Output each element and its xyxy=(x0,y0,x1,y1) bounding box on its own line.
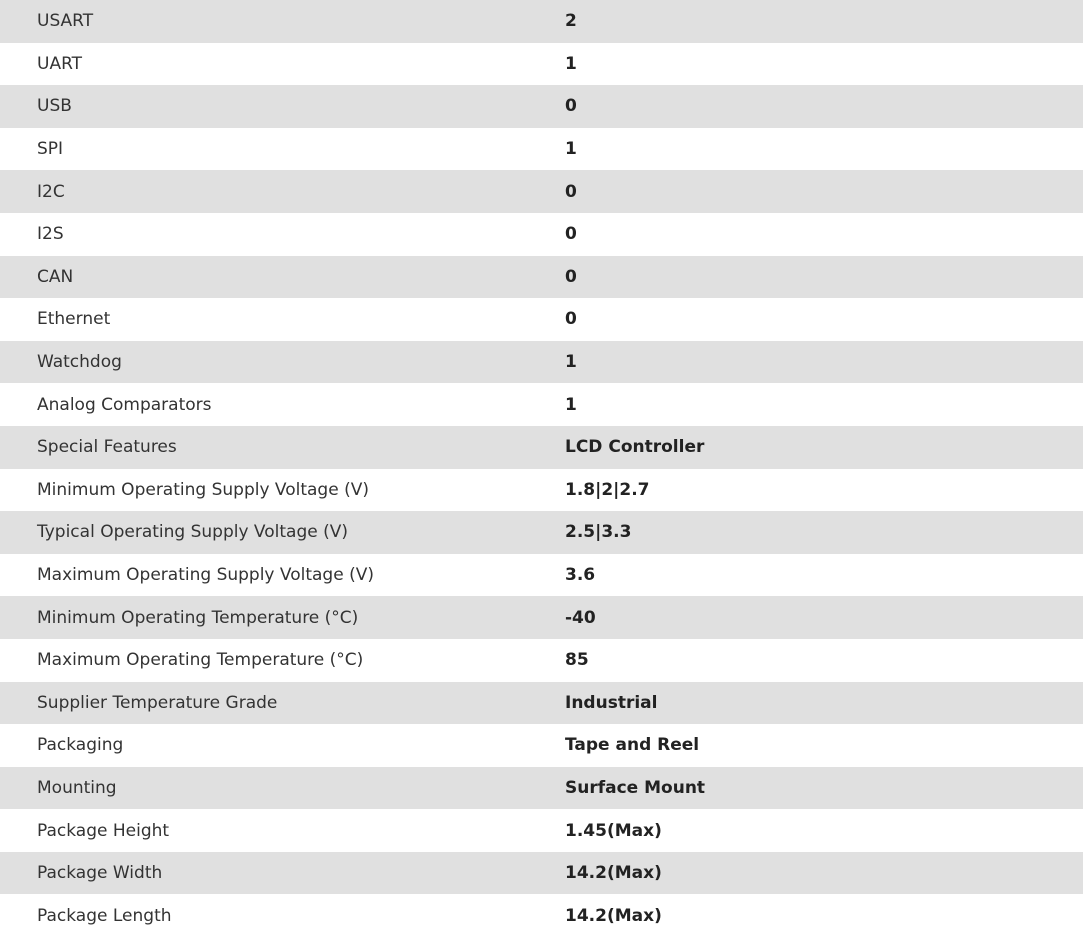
spec-value: 2.5|3.3 xyxy=(565,522,632,543)
spec-label: SPI xyxy=(37,139,64,160)
spec-value: 1 xyxy=(565,394,577,415)
spec-row-can xyxy=(0,256,1083,299)
spec-value: 14.2(Max) xyxy=(565,863,662,884)
spec-row-package-height xyxy=(0,809,1083,852)
spec-row-watchdog xyxy=(0,341,1083,384)
spec-row-i2s xyxy=(0,213,1083,256)
spec-row-analog-comparators xyxy=(0,383,1083,426)
spec-row-max-temperature xyxy=(0,639,1083,682)
spec-label: Maximum Operating Temperature (°C) xyxy=(37,650,364,671)
spec-label: Packaging xyxy=(37,735,124,756)
spec-label: Typical Operating Supply Voltage (V) xyxy=(37,522,348,543)
spec-value: 0 xyxy=(565,181,577,202)
spec-row-usb xyxy=(0,85,1083,128)
spec-label: I2C xyxy=(37,181,65,202)
spec-label: CAN xyxy=(37,266,74,287)
spec-row-spi xyxy=(0,128,1083,171)
spec-label: Ethernet xyxy=(37,309,111,330)
spec-row-temperature-grade xyxy=(0,682,1083,725)
spec-value: 85 xyxy=(565,650,589,671)
spec-row-min-temperature xyxy=(0,596,1083,639)
spec-label: Special Features xyxy=(37,437,177,458)
spec-row-min-supply-voltage xyxy=(0,469,1083,512)
spec-label: Package Width xyxy=(37,863,163,884)
spec-value: 1.45(Max) xyxy=(565,820,662,841)
spec-value: Industrial xyxy=(565,692,658,713)
spec-value: 14.2(Max) xyxy=(565,905,662,926)
spec-value: 0 xyxy=(565,224,577,245)
spec-label: Analog Comparators xyxy=(37,394,212,415)
spec-label: USB xyxy=(37,96,72,117)
spec-value: 2 xyxy=(565,11,577,32)
spec-label: Watchdog xyxy=(37,352,122,373)
spec-label: Package Length xyxy=(37,905,172,926)
spec-row-uart xyxy=(0,43,1083,86)
spec-row-max-supply-voltage xyxy=(0,554,1083,597)
spec-value: 1 xyxy=(565,139,577,160)
spec-value: 0 xyxy=(565,309,577,330)
spec-label: UART xyxy=(37,53,83,74)
spec-value: 3.6 xyxy=(565,565,596,586)
spec-label: Maximum Operating Supply Voltage (V) xyxy=(37,565,374,586)
spec-label: Minimum Operating Supply Voltage (V) xyxy=(37,479,369,500)
spec-value: -40 xyxy=(565,607,596,628)
spec-row-packaging xyxy=(0,724,1083,767)
spec-row-package-length xyxy=(0,894,1083,937)
spec-label: Minimum Operating Temperature (°C) xyxy=(37,607,359,628)
spec-value: Tape and Reel xyxy=(565,735,700,756)
spec-row-i2c xyxy=(0,170,1083,213)
spec-row-usart xyxy=(0,0,1083,43)
spec-label: Package Height xyxy=(37,820,170,841)
spec-value: 1.8|2|2.7 xyxy=(565,479,650,500)
spec-value: 1 xyxy=(565,352,577,373)
spec-value: Surface Mount xyxy=(565,777,706,798)
spec-value: 0 xyxy=(565,266,577,287)
spec-label: I2S xyxy=(37,224,64,245)
spec-label: Mounting xyxy=(37,777,117,798)
spec-row-ethernet xyxy=(0,298,1083,341)
spec-row-special-features xyxy=(0,426,1083,469)
spec-label: Supplier Temperature Grade xyxy=(37,692,278,713)
spec-value: 1 xyxy=(565,53,577,74)
spec-value: 0 xyxy=(565,96,577,117)
spec-label: USART xyxy=(37,11,94,32)
spec-row-package-width xyxy=(0,852,1083,895)
spec-value: LCD Controller xyxy=(565,437,705,458)
spec-row-typ-supply-voltage xyxy=(0,511,1083,554)
spec-row-mounting xyxy=(0,767,1083,810)
